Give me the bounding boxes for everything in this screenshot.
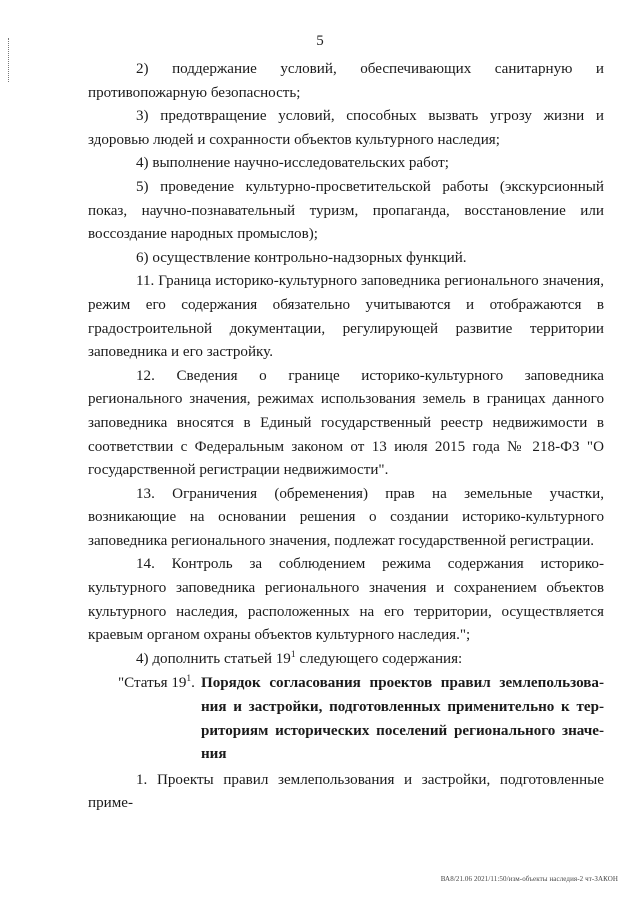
document-body	[88, 58, 604, 816]
paragraph-point-14: 14. Контроль за соблюдением режима содержания историко-культурного заповедника регионального значения и сохранением объектов культурного наследия, расположенных на его территории, осуществляется краевым органом охраны объектов культурного наследия.";	[88, 556, 604, 644]
page-number: 5	[316, 33, 324, 49]
article-label-sup: 1	[186, 674, 192, 685]
paragraph-point-12: 12. Сведения о границе историко-культурного заповедника регионального значения, режимах использования земель в границах данного заповедника вносятся в Единый государственный реестр недвижимости в соответствии с Федеральным законом от 13 июля 2015 года № 218-ФЗ "О государственной регистрации недвижимости".	[88, 367, 604, 479]
paragraph-item-3: 3) предотвращение условий, способных вызвать угрозу жизни и здоровью людей и сохранности объектов культурного наследия;	[88, 108, 604, 148]
article-title-line-2: ния и застройки, подготовленных применительно к тер-	[200, 699, 604, 716]
article-heading	[88, 672, 604, 766]
article-label-prefix: "Статья 19	[118, 675, 187, 692]
article-title-line-4: ния	[200, 746, 227, 763]
paragraph-item-4: 4) выполнение научно-исследовательских работ;	[136, 155, 449, 172]
paragraph-item-6: 6) осуществление контрольно-надзорных функций.	[136, 249, 467, 266]
paragraph-item-2: 2) поддержание условий, обеспечивающих санитарную и противопожарную безопасность;	[88, 61, 604, 101]
article-title-line-1: Порядок согласования проектов правил землепользова-	[200, 675, 604, 692]
paragraph-item-5: 5) проведение культурно-просветительской работы (экскурсионный показ, научно-познавательный туризм, пропаганда, восстановление или воссоздание народных промыслов);	[88, 178, 604, 243]
amendment-prefix: 4) дополнить статьей 19	[136, 650, 291, 667]
article-title	[195, 672, 604, 766]
paragraph-point-11: 11. Граница историко-культурного заповедника регионального значения, режим его содержания обязательно учитываются и отображаются в градостроительной документации, регулирующей развитие территории заповедника и его застройку.	[88, 273, 604, 361]
amendment-sup: 1	[290, 649, 296, 660]
document-footer: ВА8/21.06 2021/11:50/изм-объекты наследия-2 чт-ЗАКОН	[440, 875, 618, 883]
amendment-paragraph	[88, 648, 604, 672]
amendment-suffix: следующего содержания:	[295, 650, 463, 667]
article-label-suffix: .	[191, 675, 195, 692]
paragraph-point-13: 13. Ограничения (обременения) прав на земельные участки, возникающие на основании решения о создании историко-культурного заповедника регионального значения, подлежат государственной регистрации.	[88, 485, 604, 549]
article-label	[88, 672, 195, 766]
article-title-line-3: риториям исторических поселений регионального значе-	[200, 722, 604, 739]
paragraph-article-point-1: 1. Проекты правил землепользования и застройки, подготовленные приме-	[88, 771, 604, 812]
